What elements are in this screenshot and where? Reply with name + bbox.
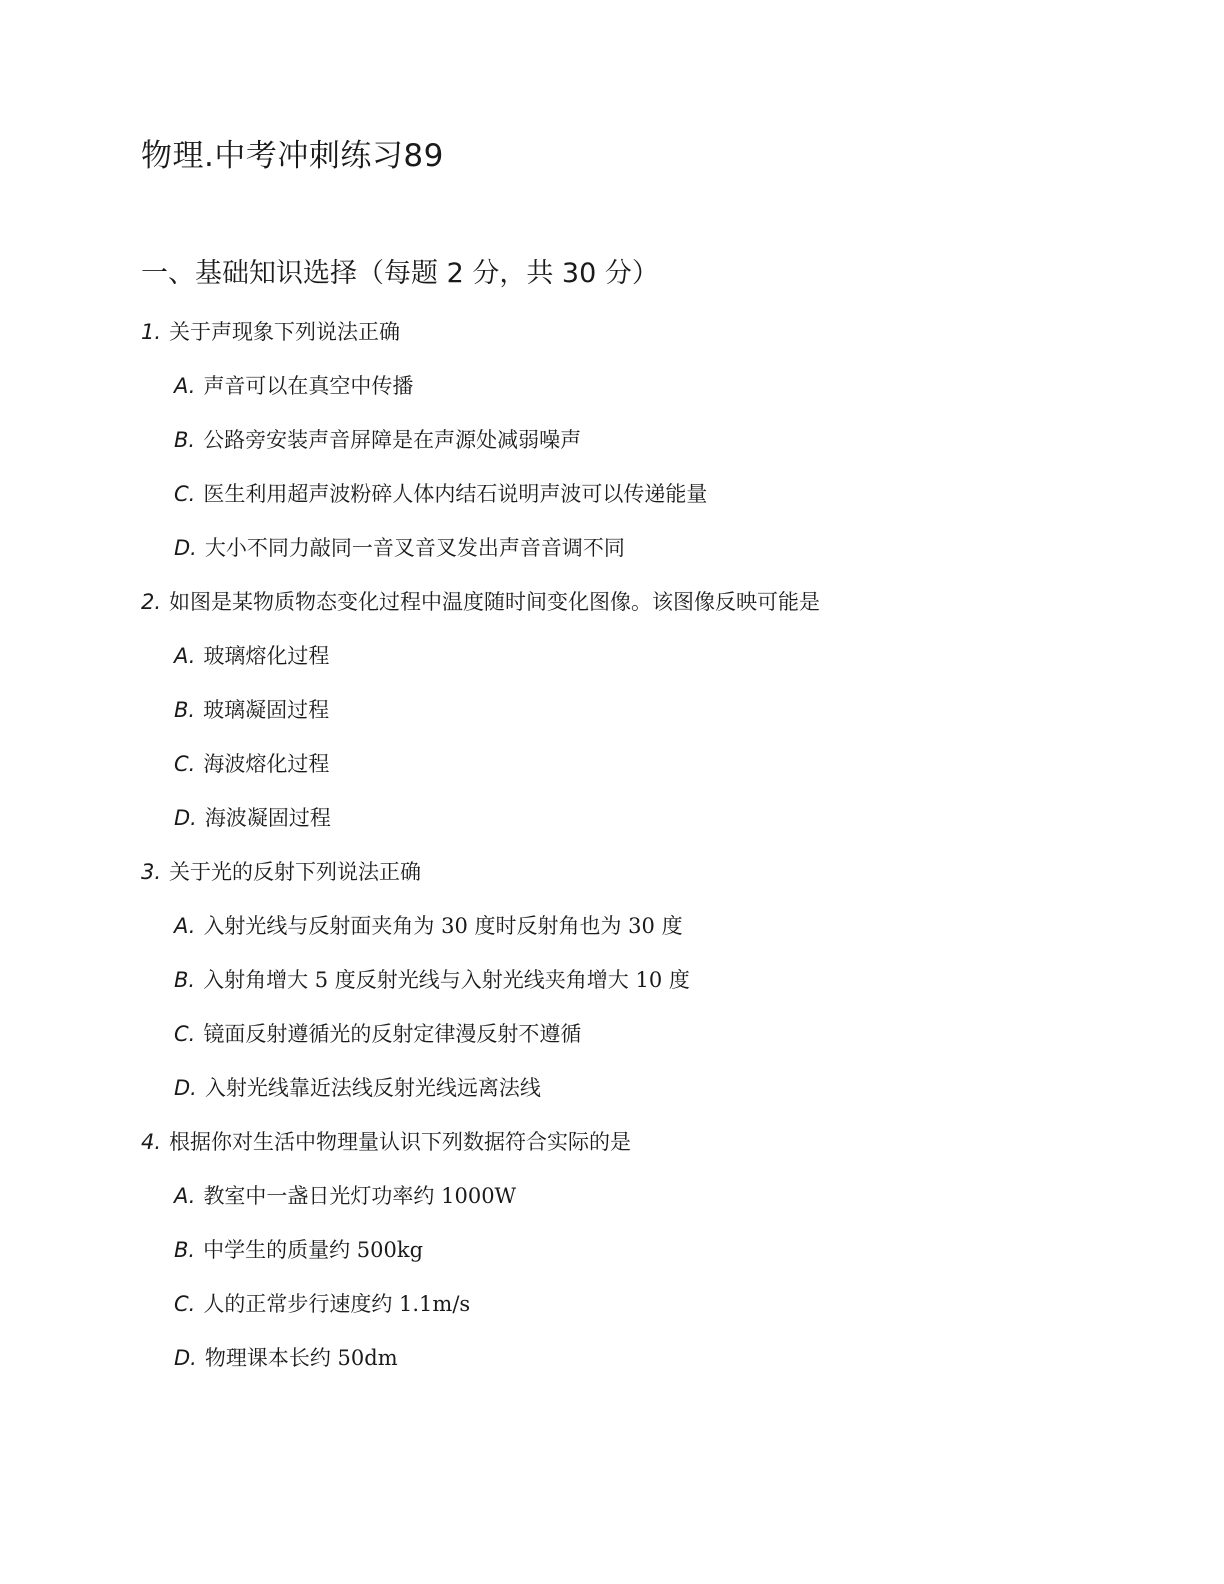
option-b: [141, 960, 1141, 1014]
option-a: [141, 906, 1141, 960]
question-text: 根据你对生活中物理量认识下列数据符合实际的是: [169, 1130, 632, 1154]
option-label: A.: [174, 374, 196, 398]
option-label: C.: [174, 1022, 196, 1046]
option-text: 大小不同力敲同一音叉音叉发出声音音调不同: [204, 536, 625, 560]
option-label: A.: [174, 914, 196, 938]
question-1: [141, 312, 1141, 582]
option-label: C.: [174, 482, 196, 506]
option-d: [141, 798, 1141, 852]
option-a: [141, 636, 1141, 690]
option-text: 玻璃凝固过程: [203, 698, 330, 722]
option-b: [141, 420, 1141, 474]
option-d: [141, 528, 1141, 582]
option-text: 海波熔化过程: [203, 752, 330, 776]
option-label: D.: [174, 1346, 197, 1370]
question-2: [141, 582, 1141, 852]
option-d: [141, 1068, 1141, 1122]
option-text: 医生利用超声波粉碎人体内结石说明声波可以传递能量: [203, 482, 708, 506]
option-c: [141, 1014, 1141, 1068]
option-label: B.: [174, 968, 196, 992]
option-b: [141, 690, 1141, 744]
option-a: [141, 366, 1141, 420]
option-text: 入射角增大 5 度反射光线与入射光线夹角增大 10 度: [203, 968, 690, 992]
option-text: 玻璃熔化过程: [203, 644, 330, 668]
option-text: 镜面反射遵循光的反射定律漫反射不遵循: [203, 1022, 582, 1046]
document-title: 物理.中考冲刺练习89: [141, 138, 444, 174]
section-title: 一、基础知识选择（每题 2 分，共 30 分）: [141, 258, 659, 289]
option-text: 入射光线靠近法线反射光线远离法线: [204, 1076, 541, 1100]
option-c: [141, 744, 1141, 798]
option-label: B.: [174, 1238, 196, 1262]
option-text: 公路旁安装声音屏障是在声源处减弱噪声: [203, 428, 582, 452]
question-number: 2.: [141, 590, 162, 614]
question-stem: [141, 1122, 1141, 1176]
option-c: [141, 474, 1141, 528]
question-text: 关于声现象下列说法正确: [169, 320, 401, 344]
option-text: 教室中一盏日光灯功率约 1000W: [203, 1184, 517, 1208]
option-label: C.: [174, 752, 196, 776]
question-stem: [141, 312, 1141, 366]
option-label: D.: [174, 536, 197, 560]
option-text: 物理课本长约 50dm: [204, 1346, 398, 1370]
question-text: 关于光的反射下列说法正确: [169, 860, 422, 884]
option-text: 人的正常步行速度约 1.1m/s: [203, 1292, 471, 1316]
option-text: 声音可以在真空中传播: [203, 374, 414, 398]
question-number: 1.: [141, 320, 162, 344]
question-4: [141, 1122, 1141, 1392]
option-text: 中学生的质量约 500kg: [203, 1238, 424, 1262]
question-list: [141, 312, 1141, 1392]
question-text: 如图是某物质物态变化过程中温度随时间变化图像。该图像反映可能是: [169, 590, 821, 614]
option-a: [141, 1176, 1141, 1230]
option-label: B.: [174, 698, 196, 722]
question-stem: [141, 582, 1141, 636]
option-b: [141, 1230, 1141, 1284]
option-label: D.: [174, 1076, 197, 1100]
question-number: 4.: [141, 1130, 162, 1154]
option-d: [141, 1338, 1141, 1392]
option-label: A.: [174, 1184, 196, 1208]
option-label: C.: [174, 1292, 196, 1316]
question-number: 3.: [141, 860, 162, 884]
option-label: D.: [174, 806, 197, 830]
option-label: A.: [174, 644, 196, 668]
question-stem: [141, 852, 1141, 906]
option-text: 入射光线与反射面夹角为 30 度时反射角也为 30 度: [203, 914, 683, 938]
question-3: [141, 852, 1141, 1122]
option-text: 海波凝固过程: [204, 806, 331, 830]
option-c: [141, 1284, 1141, 1338]
option-label: B.: [174, 428, 196, 452]
